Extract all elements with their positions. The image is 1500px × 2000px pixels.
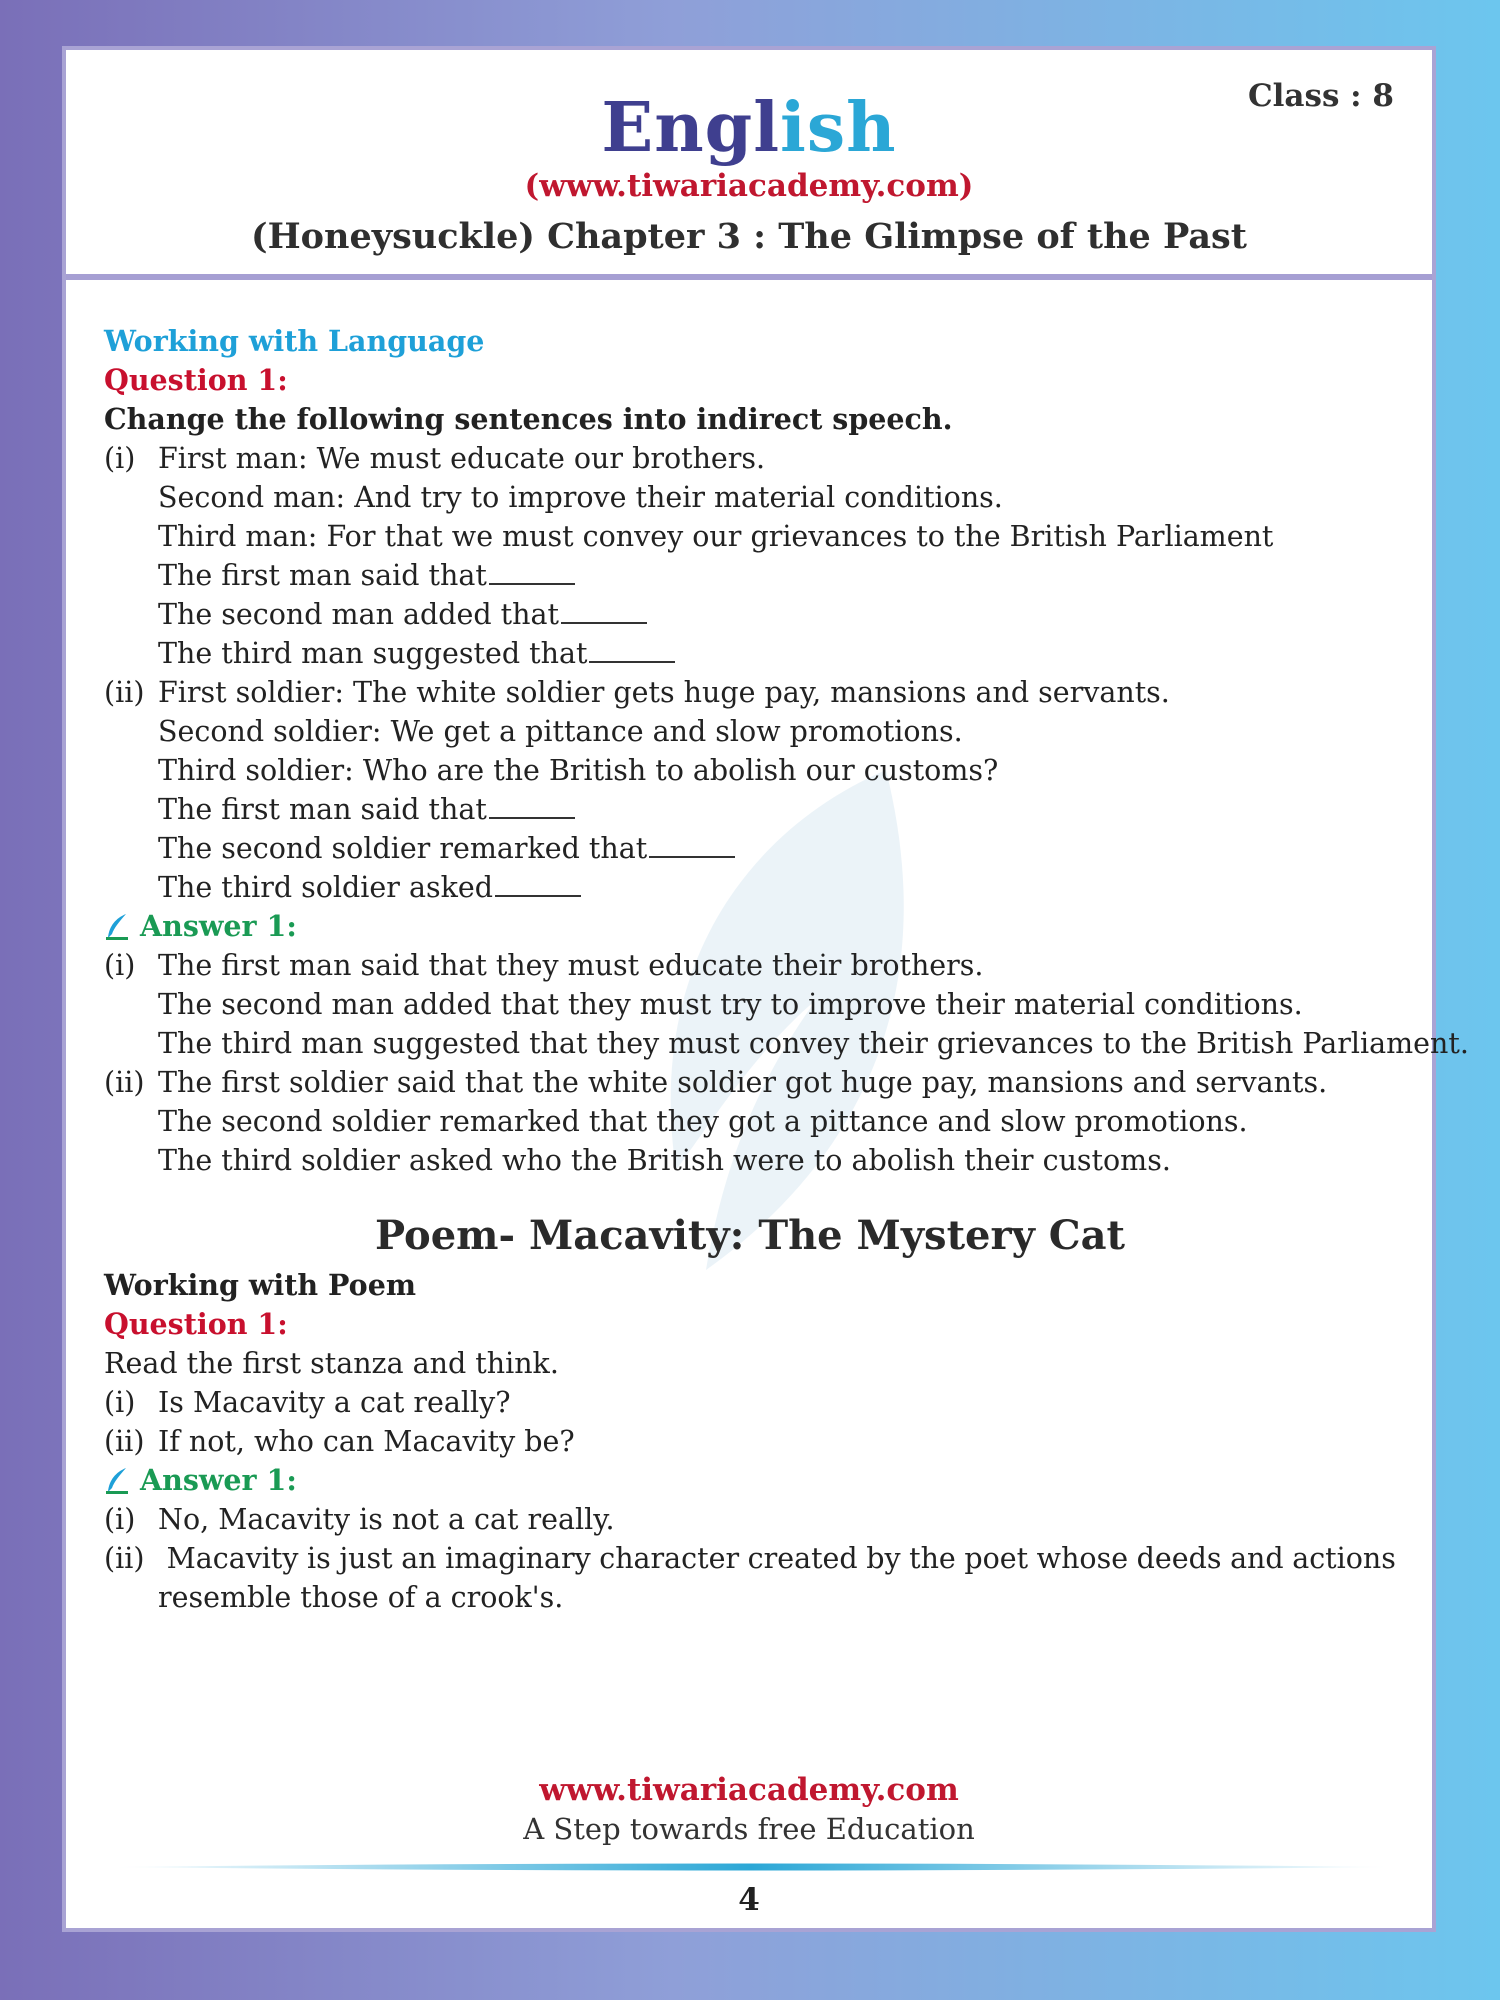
blank: [495, 869, 581, 897]
answer-line: resemble those of a crook's.: [158, 1581, 564, 1614]
subject-title: English: [601, 88, 897, 168]
item-number: (ii): [104, 1066, 145, 1099]
pen-icon: [104, 912, 130, 942]
poem-title: Poem- Macavity: The Mystery Cat: [375, 1212, 1125, 1259]
answer-item: [104, 1063, 1396, 1102]
fill-blank-line: The first man said that: [104, 790, 1396, 829]
section-heading: Working with Poem: [104, 1268, 416, 1302]
item-number: (ii): [104, 1425, 145, 1458]
footer-divider: [111, 1862, 1391, 1872]
item-number: (i): [104, 949, 136, 982]
question-label: Question 1:: [104, 1307, 288, 1341]
item-number: (ii): [104, 1542, 145, 1575]
answer-item: [104, 1500, 1396, 1539]
item-text: The first man said that they must educate their brothers.: [158, 949, 984, 982]
question-intro: Read the first stanza and think.: [104, 1347, 559, 1380]
item-text: First man: We must educate our brothers.: [158, 442, 766, 475]
answer-line: The third soldier asked who the British were to abolish their customs.: [158, 1144, 1171, 1177]
item-text: The first soldier said that the white soldier got huge pay, mansions and servants.: [158, 1066, 1328, 1099]
answer-line: The second soldier remarked that they got a pittance and slow promotions.: [158, 1105, 1248, 1138]
answer-item: [104, 946, 1396, 985]
question-line: Second man: And try to improve their material conditions.: [158, 481, 1003, 514]
header-divider: [66, 274, 1432, 280]
item-number: (i): [104, 1386, 136, 1419]
question-line: Third soldier: Who are the British to abolish our customs?: [158, 754, 999, 787]
answer-label: Answer 1:: [104, 907, 1396, 946]
blank: [561, 596, 647, 624]
section-heading: Working with Language: [104, 324, 485, 358]
chapter-title: (Honeysuckle) Chapter 3 : The Glimpse of the Past: [251, 216, 1247, 257]
question-line: Second soldier: We get a pittance and slow promotions.: [158, 715, 963, 748]
site-url-header: (www.tiwariacademy.com): [524, 168, 974, 204]
fill-blank-line: The second man added that: [104, 595, 1396, 634]
fill-blank-line: The second soldier remarked that: [104, 829, 1396, 868]
fill-blank-line: The third man suggested that: [104, 634, 1396, 673]
item-text: Is Macavity a cat really?: [158, 1386, 511, 1419]
item-text: No, Macavity is not a cat really.: [158, 1503, 615, 1536]
blank: [489, 791, 575, 819]
blank: [489, 557, 575, 585]
blank: [649, 830, 735, 858]
page-number: 4: [738, 1882, 760, 1918]
fill-blank-line: The first man said that: [104, 556, 1396, 595]
item-text: If not, who can Macavity be?: [158, 1425, 575, 1458]
footer-tagline: A Step towards free Education: [523, 1812, 975, 1846]
question-item: [104, 1383, 1396, 1422]
blank: [589, 635, 675, 663]
answer-line: The second man added that they must try to improve their material conditions.: [158, 988, 1303, 1021]
document-page: [62, 46, 1469, 1932]
answer-label: Answer 1:: [104, 1461, 1396, 1500]
question-instruction: Change the following sentences into indirect speech.: [104, 402, 953, 436]
item-number: (i): [104, 1503, 136, 1536]
answer-item-justified: (ii) Macavity is just an imaginary character created by the poet whose deeds and actions: [104, 1539, 1396, 1578]
class-label: Class : 8: [1247, 78, 1394, 114]
item-text: First soldier: The white soldier gets huge pay, mansions and servants.: [158, 676, 1170, 709]
question-line: Third man: For that we must convey our grievances to the British Parliament: [158, 520, 1274, 553]
question-item: [104, 1422, 1396, 1461]
answer-line: The third man suggested that they must convey their grievances to the British Parliament.: [158, 1027, 1469, 1060]
item-number: (ii): [104, 676, 145, 709]
question-item: [104, 673, 1396, 712]
question-label: Question 1:: [104, 363, 288, 397]
item-number: (i): [104, 442, 136, 475]
footer-site-url: www.tiwariacademy.com: [539, 1772, 959, 1808]
page-content: [104, 322, 1469, 1617]
fill-blank-line: The third soldier asked: [104, 868, 1396, 907]
question-item: [104, 439, 1396, 478]
pen-icon: [104, 1466, 130, 1496]
